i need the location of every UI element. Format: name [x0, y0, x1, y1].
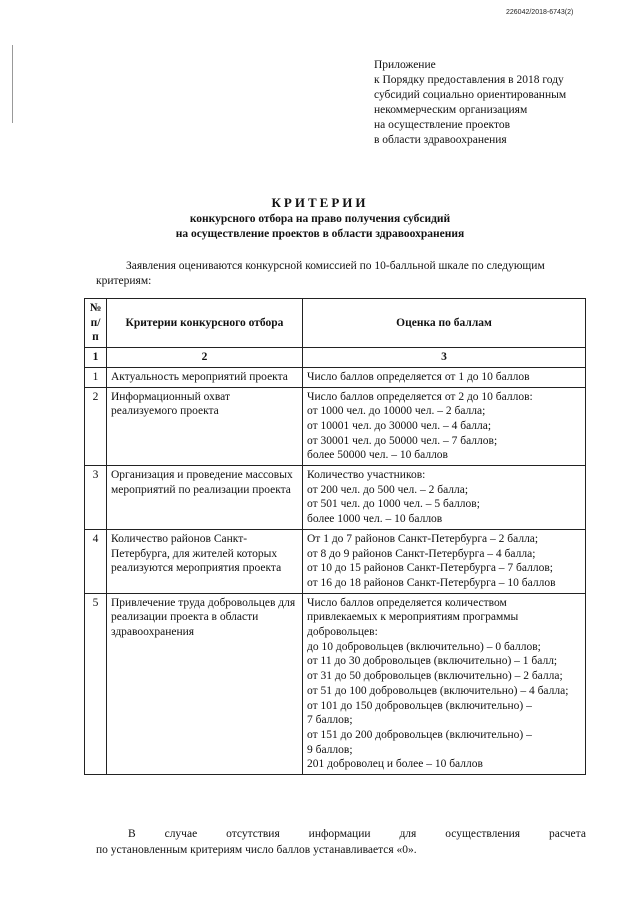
closing-word: случае [164, 828, 198, 840]
row-score [303, 529, 586, 593]
margin-mark [12, 45, 13, 123]
score-line: до 10 добровольцев (включительно) – 0 баллов; [307, 640, 541, 653]
score-line: от 10 до 15 районов Санкт-Петербурга – 7 баллов; [307, 562, 553, 575]
row-score [303, 466, 586, 530]
column-number: 3 [303, 348, 586, 368]
table-row [85, 593, 586, 774]
column-number: 1 [85, 348, 107, 368]
column-number: 2 [107, 348, 303, 368]
row-criterion: Информационный охват реализуемого проекта [107, 387, 303, 466]
document-title: КРИТЕРИИ [271, 195, 369, 210]
table-header-row [85, 299, 586, 348]
header-criterion: Критерии конкурсного отбора [107, 299, 303, 348]
score-line: 201 доброволец и более – 10 баллов [307, 758, 483, 771]
row-score [303, 367, 586, 387]
row-number: 5 [85, 593, 107, 774]
score-line: от 51 до 100 добровольцев (включительно) – 4 балла; [307, 684, 569, 697]
appendix-line: в области здравоохранения [374, 134, 507, 146]
closing-word: расчета [549, 828, 586, 840]
score-line: от 8 до 9 районов Санкт-Петербурга – 4 балла; [307, 547, 536, 560]
closing-line-1 [96, 826, 586, 842]
row-number: 1 [85, 367, 107, 387]
table-row [85, 387, 586, 466]
table-row [85, 367, 586, 387]
score-line: Число баллов определяется от 1 до 10 баллов [307, 370, 530, 383]
appendix-note [374, 58, 566, 148]
score-line: от 151 до 200 добровольцев (включительно) – [307, 728, 532, 741]
row-criterion: Привлечение труда добровольцев для реализации проекта в области здравоохранения [107, 593, 303, 774]
row-number: 3 [85, 466, 107, 530]
score-line: привлекаемых к мероприятиям программы [307, 611, 519, 624]
score-line: более 1000 чел. – 10 баллов [307, 513, 443, 526]
closing-word: осуществления [445, 828, 521, 840]
score-line: от 30001 чел. до 50000 чел. – 7 баллов; [307, 434, 498, 447]
score-line: от 31 до 50 добровольцев (включительно) – 2 балла; [307, 670, 563, 683]
score-line: 9 баллов; [307, 743, 353, 756]
row-criterion: Количество районов Санкт-Петербурга, для жителей которых реализуются мероприятия проекта [107, 529, 303, 593]
score-line: Число баллов определяется от 2 до 10 баллов: [307, 390, 533, 403]
criteria-table [84, 298, 586, 775]
row-score [303, 387, 586, 466]
score-line: от 10001 чел. до 30000 чел. – 4 балла; [307, 419, 492, 432]
subtitle-line: конкурсного отбора на право получения субсидий [189, 213, 451, 225]
column-number-row [85, 348, 586, 368]
appendix-line: на осуществление проектов [374, 119, 511, 131]
table-row [85, 529, 586, 593]
score-line: от 1000 чел. до 10000 чел. – 2 балла; [307, 405, 486, 418]
intro-paragraph: Заявления оцениваются конкурсной комиссией по 10-балльной шкале по следующим критериям: [96, 260, 545, 287]
score-line: От 1 до 7 районов Санкт-Петербурга – 2 балла; [307, 532, 539, 545]
appendix-line: субсидий социально ориентированным [374, 89, 567, 101]
document-subtitle [0, 212, 640, 242]
score-line: добровольцев: [307, 626, 378, 639]
row-criterion: Актуальность мероприятий проекта [107, 367, 303, 387]
row-number: 4 [85, 529, 107, 593]
header-num: № п/п [85, 299, 107, 348]
score-line: от 501 чел. до 1000 чел. – 5 баллов; [307, 498, 480, 511]
row-score [303, 593, 586, 774]
appendix-line: Приложение [374, 59, 436, 71]
score-line: от 11 до 30 добровольцев (включительно) – 1 балл; [307, 655, 558, 668]
header-score: Оценка по баллам [303, 299, 586, 348]
subtitle-line: на осуществление проектов в области здравоохранения [175, 228, 465, 240]
row-criterion: Организация и проведение массовых мероприятий по реализации проекта [107, 466, 303, 530]
closing-word: для [399, 828, 417, 840]
appendix-line: некоммерческим организациям [374, 104, 528, 116]
score-line: 7 баллов; [307, 714, 353, 727]
score-line: от 200 чел. до 500 чел. – 2 балла; [307, 483, 469, 496]
score-line: от 16 до 18 районов Санкт-Петербурга – 10 баллов [307, 576, 556, 589]
closing-word: В [128, 828, 136, 840]
score-line: более 50000 чел. – 10 баллов [307, 449, 448, 462]
table-row [85, 466, 586, 530]
appendix-line: к Порядку предоставления в 2018 году [374, 74, 564, 86]
row-number: 2 [85, 387, 107, 466]
closing-line-2: по установленным критериям число баллов устанавливается «0». [96, 844, 417, 856]
closing-paragraph [96, 826, 586, 858]
score-line: Число баллов определяется количеством [307, 596, 507, 609]
document-id: 226042/2018-6743(2) [506, 9, 574, 16]
closing-word: отсутствия [226, 828, 280, 840]
score-line: Количество участников: [307, 469, 426, 482]
score-line: от 101 до 150 добровольцев (включительно) – [307, 699, 532, 712]
closing-word: информации [308, 828, 371, 840]
